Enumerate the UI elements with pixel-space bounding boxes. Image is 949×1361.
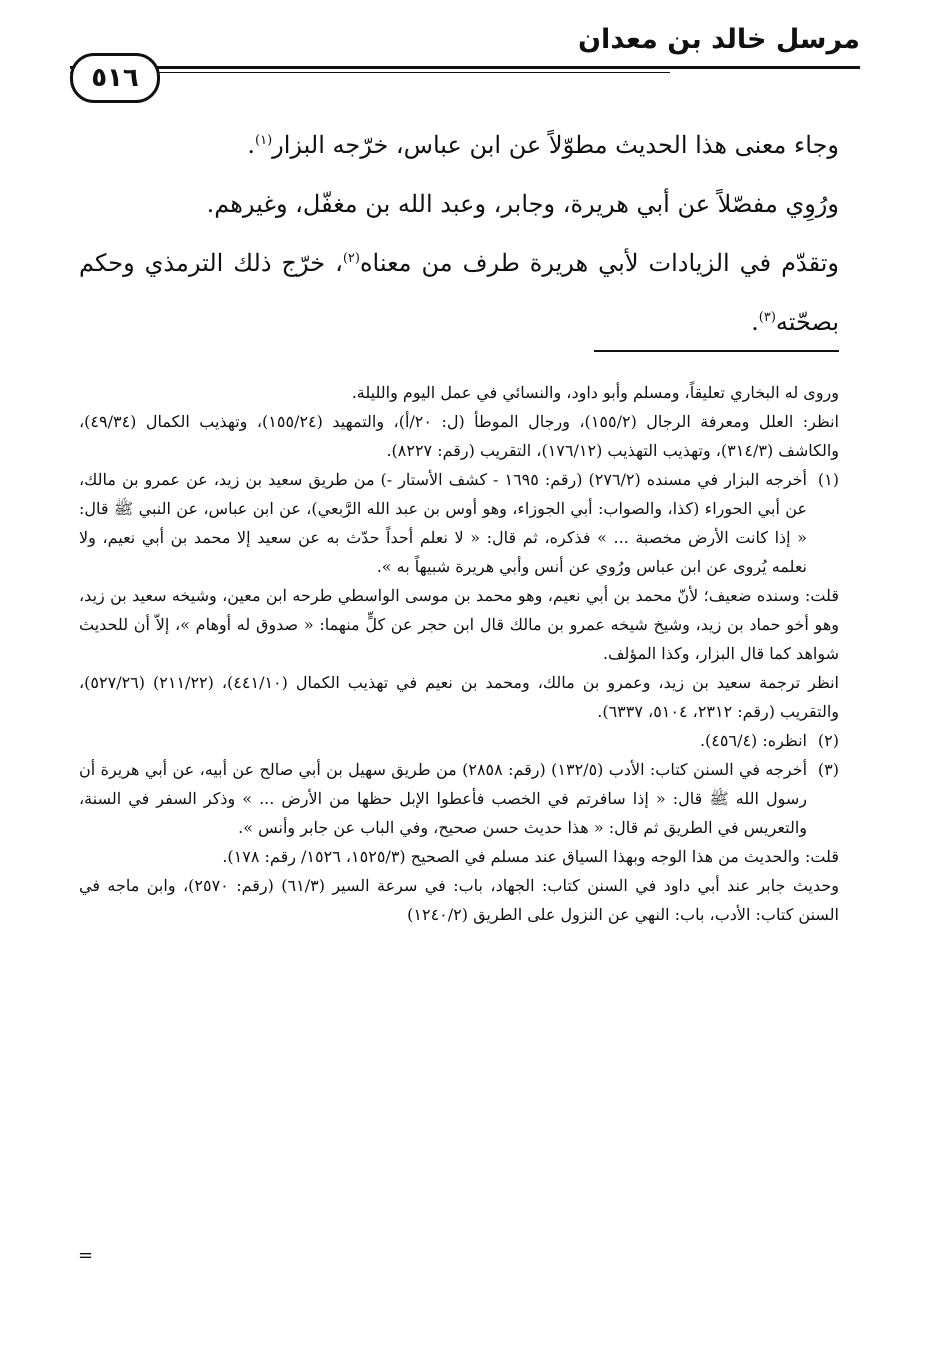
main-text	[79, 116, 839, 352]
continuation-mark: =	[78, 1245, 94, 1266]
footnote-1-comment: قلت: وسنده ضعيف؛ لأنّ محمد بن أبي نعيم، وهو محمد بن موسى الواسطي طرحه ابن معين، وشيخه سعيد بن زيد، وهو أخو حماد بن زيد، وشيخ شيخه عمرو بن مالك قال ابن حجر عن كلٍّ منهما: « صدوق له أوهام »، إلاّ أن للحديث شواهد كما قال البزار، وكذا المؤلف.	[79, 586, 839, 663]
main-paragraph-1: وجاء معنى هذا الحديث مطوّلاً عن ابن عباس، خرّجه البزار$^{(١)}$.	[247, 131, 839, 159]
footnote-continuation-a: وروى له البخاري تعليقاً، ومسلم وأبو داود، والنسائي في عمل اليوم والليلة.	[351, 383, 839, 402]
footnote-3	[79, 755, 839, 842]
footnote-continuation-b: انظر: العلل ومعرفة الرجال (١٥٥/٢)، ورجال الموطأ (ل: ٢٠/أ)، والتمهيد (١٥٥/٢٤)، وتهذيب الكمال (٤٩/٣٤)، والكاشف (٣١٤/٣)، وتهذيب التهذيب (١٧٦/١٢)، التقريب (رقم: ٨٢٢٧).	[79, 412, 840, 460]
footnote-divider	[594, 350, 839, 352]
running-title: مرسل خالد بن معدان	[578, 24, 860, 55]
footnote-3-text: أخرجه في السنن كتاب: الأدب (١٣٢/٥) (رقم: ٢٨٥٨) من طريق سهيل بن أبي صالح عن أبيه، عن أبي هريرة أن رسول الله ﷺ قال: « إذا سافرتم في الخصب فأعطوا الإبل حظها من الأرض ... » وذكر السفر في السنة، والتعريس في الطريق ثم قال: « هذا حديث حسن صحيح، وفي الباب عن جابر وأنس ».	[79, 760, 808, 837]
page-header	[70, 16, 860, 106]
footnote-ref-2: (٢)	[342, 251, 360, 266]
footnote-1-text: أخرجه البزار في مسنده (٢٧٦/٢) (رقم: ١٦٩٥ - كشف الأستار -) من طريق سعيد بن زيد، عن عمرو بن مالك، عن أبي الحوراء (كذا، والصواب: أبي الجوزاء، وهو أوس بن عبد الله الرَّبعي)، عن ابن عباس، عن النبي ﷺ قال: « إذا كانت الأرض مخصبة ... » فذكره، ثم قال: « لا نعلم أحداً حدّث به عن سعيد إلا محمد بن أبي نعيم، ولا نعلمه يُروى عن ابن عباس ورُوي عن أنس وأبي هريرة شبيهاً به ».	[79, 470, 807, 576]
footnote-3-comment: قلت: والحديث من هذا الوجه وبهذا السياق عند مسلم في الصحيح (١٥٢٥/٣، ١٥٢٦/ رقم: ١٧٨).	[222, 847, 839, 866]
footnote-number: (٢)	[817, 731, 839, 750]
footnotes	[79, 378, 839, 929]
footnote-ref-1: (١)	[255, 133, 273, 148]
page-number: ٥١٦	[70, 53, 160, 103]
footnote-2	[79, 726, 839, 755]
header-rule	[70, 66, 860, 69]
footnote-number: (١)	[817, 470, 839, 489]
footnote-ref-3: (٣)	[758, 310, 776, 325]
footnote-2-text: انظره: (٤٥٦/٤).	[699, 731, 807, 750]
footnote-1	[79, 465, 839, 581]
main-paragraph-2: ورُوِي مفصّلاً عن أبي هريرة، وجابر، وعبد الله بن مغفّل، وغيرهم.	[206, 190, 839, 218]
footnote-number: (٣)	[817, 760, 839, 779]
footnote-3-references: وحديث جابر عند أبي داود في السنن كتاب: الجهاد، باب: في سرعة السير (٦١/٣) (رقم: ٢٥٧٠)، وابن ماجه في السنن كتاب: الأدب، باب: النهي عن النزول على الطريق (١٢٤٠/٢)	[79, 876, 840, 924]
header-rule-thin	[70, 72, 670, 73]
main-paragraph-3: وتقدّم في الزيادات لأبي هريرة طرف من معناه$^{(٢)}$، خرّج ذلك الترمذي وحكم بصحّته$^{(٣)}$.	[79, 249, 839, 336]
footnote-1-references: انظر ترجمة سعيد بن زيد، وعمرو بن مالك، ومحمد بن نعيم في تهذيب الكمال (٤٤١/١٠)، (٢١١/٢٢) (٥٢٧/٢٦)، والتقريب (رقم: ٢٣١٢، ٥١٠٤، ٦٣٣٧).	[79, 673, 840, 721]
